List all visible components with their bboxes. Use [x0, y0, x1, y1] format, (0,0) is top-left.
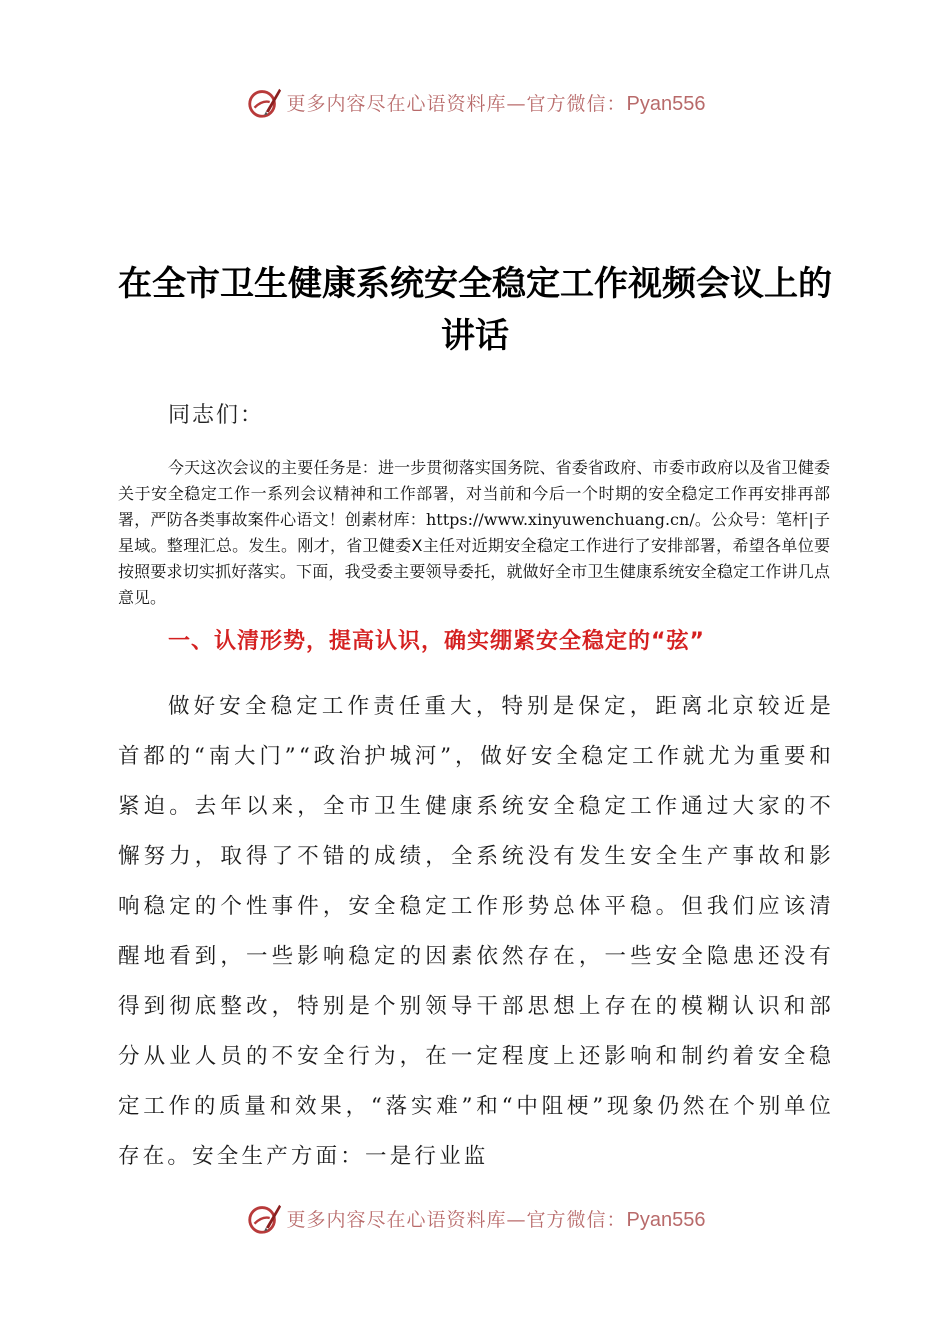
banner-suffix: 官方微信： — [526, 92, 627, 115]
salutation: 同志们： — [168, 403, 265, 428]
section-heading: 一、认清形势，提高认识，确实绷紧安全稳定的“弦” — [168, 629, 705, 654]
banner-suffix: 官方微信： — [526, 1208, 627, 1231]
banner-dash: — — [506, 1208, 527, 1231]
bottom-banner — [0, 1198, 950, 1238]
pen-logo-icon — [245, 1199, 283, 1237]
top-banner — [0, 82, 950, 122]
banner-main-text: 更多内容尽在心语资料库 — [286, 92, 507, 115]
intro-url: https://www.xinyuwenchuang.cn/ — [425, 510, 695, 529]
banner-handle: Pyan556 — [626, 1208, 706, 1231]
pen-logo-icon — [245, 83, 283, 121]
intro-text-after-url: 。公众号：笔杆|子星域。整理汇总。发生。刚才，省卫健委X主任对近期安全稳定工作进行了安排部署，希望各单位要按照要求切实抓好落实。下面，我受委主要领导委托，就做好全市卫生健康系统安全稳定工作讲几点意见。 — [118, 510, 830, 607]
intro-paragraph — [118, 455, 830, 611]
body-paragraph: 做好安全稳定工作责任重大，特别是保定，距离北京较近是首都的“南大门”“政治护城河”，做好安全稳定工作就尤为重要和紧迫。去年以来，全市卫生健康系统安全稳定工作通过大家的不懈努力，取得了不错的成绩，全系统没有发生安全生产事故和影响稳定的个性事件，安全稳定工作形势总体平稳。但我们应该清醒地看到，一些影响稳定的因素依然存在，一些安全隐患还没有得到彻底整改，特别是个别领导干部思想上存在的模糊认识和部分从业人员的不安全行为，在一定程度上还影响和制约着安全稳定工作的质量和效果，“落实难”和“中阻梗”现象仍然在个别单位存在。安全生产方面：一是行业监 — [118, 694, 834, 1169]
banner-dash: — — [506, 92, 527, 115]
intro-text-before-url: 今天这次会议的主要任务是：进一步贯彻落实国务院、省委省政府、市委市政府以及省卫健委关于安全稳定工作一系列会议精神和工作部署，对当前和今后一个时期的安全稳定工作再安排再部署，严防各类事故案件心语文！创素材库： — [118, 458, 830, 529]
banner-text — [287, 89, 706, 116]
banner-handle: Pyan556 — [626, 92, 706, 115]
banner-text — [287, 1205, 706, 1232]
banner-main-text: 更多内容尽在心语资料库 — [286, 1208, 507, 1231]
document-title: 在全市卫生健康系统安全稳定工作视频会议上的讲话 — [118, 264, 832, 356]
